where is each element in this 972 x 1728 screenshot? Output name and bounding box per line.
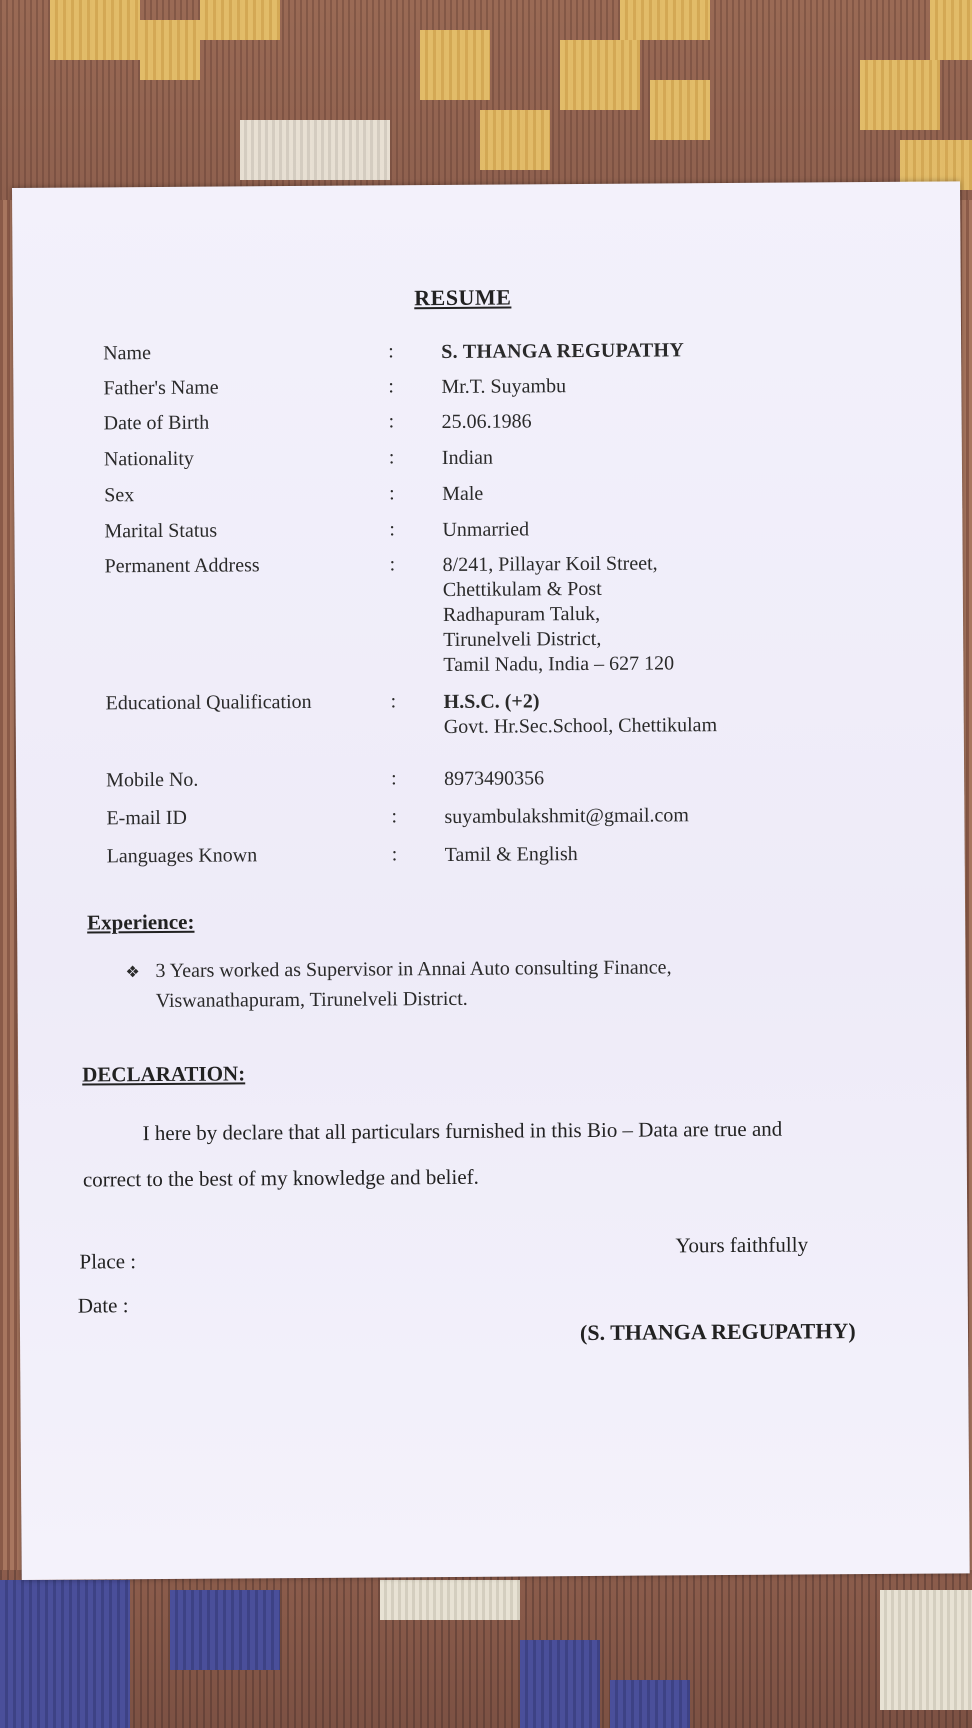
field-value: Unmarried (442, 518, 530, 542)
declaration-heading: DECLARATION: (82, 1061, 246, 1087)
field-colon: : (389, 482, 395, 505)
education-school: Govt. Hr.Sec.School, Chettikulam (443, 714, 718, 738)
place-label: Place : (79, 1249, 137, 1274)
field-label: Languages Known (106, 844, 258, 868)
declaration-text (82, 1105, 883, 1203)
education-block (444, 688, 718, 740)
field-label: E-mail ID (106, 806, 188, 830)
field-colon: : (388, 375, 395, 398)
cloth-pattern-tile (50, 0, 140, 60)
address-line: Tamil Nadu, India – 627 120 (443, 652, 675, 677)
cloth-pattern-tile (200, 0, 280, 40)
field-fathers-name (13, 371, 961, 400)
field-label: Educational Qualification (105, 690, 312, 715)
field-value: 25.06.1986 (441, 410, 532, 434)
field-colon: : (391, 767, 397, 790)
field-value: Tamil & English (444, 843, 578, 866)
field-value: S. THANGA REGUPATHY (441, 339, 685, 364)
field-sex (14, 478, 962, 507)
education-level: H.S.C. (+2) (443, 690, 540, 713)
cloth-pattern-tile (140, 20, 200, 80)
experience-line: Viswanathapuram, Tirunelveli District. (155, 987, 468, 1013)
field-educational-qualification (16, 686, 964, 738)
field-value: Male (442, 482, 484, 506)
experience-heading: Experience: (87, 909, 195, 935)
field-label: Marital Status (104, 519, 218, 543)
cloth-pattern-tile (480, 110, 550, 170)
field-colon: : (391, 805, 398, 828)
cloth-pattern-tile (0, 1580, 130, 1728)
field-label: Date of Birth (103, 411, 210, 435)
field-colon: : (388, 446, 395, 469)
date-label: Date : (77, 1293, 129, 1318)
address-block (443, 551, 675, 678)
cloth-pattern-tile (380, 1580, 520, 1620)
cloth-pattern-tile (650, 80, 710, 140)
field-mobile (16, 763, 964, 792)
bullet-icon: ❖ (125, 964, 140, 982)
field-label: Name (103, 342, 151, 365)
cloth-pattern-tile (860, 60, 940, 130)
field-date-of-birth (14, 406, 962, 435)
field-colon: : (389, 553, 396, 576)
cloth-pattern-tile (880, 1590, 972, 1710)
field-value: Mr.T. Suyambu (441, 375, 567, 399)
experience-line: 3 Years worked as Supervisor in Annai Auto consulting Finance, (155, 956, 672, 983)
declaration-line: correct to the best of my knowledge and belief. (82, 1164, 479, 1192)
field-label: Nationality (103, 447, 194, 471)
field-colon: : (389, 518, 396, 541)
field-label: Father's Name (103, 376, 219, 400)
address-line: Tirunelveli District, (443, 627, 602, 652)
field-label: Sex (104, 484, 135, 507)
resume-paper (12, 181, 970, 1580)
field-value: 8973490356 (444, 767, 545, 790)
cloth-pattern-tile (610, 1680, 690, 1728)
field-email (16, 801, 964, 830)
declaration-line: I here by declare that all particulars furnished in this Bio – Data are true and (142, 1116, 783, 1146)
cloth-pattern-tile (560, 40, 640, 110)
field-label: Permanent Address (104, 554, 260, 578)
field-label: Mobile No. (106, 768, 199, 792)
field-permanent-address (15, 549, 963, 677)
field-colon: : (390, 690, 397, 713)
signature-name: (S. THANGA REGUPATHY) (579, 1318, 856, 1346)
field-name (13, 336, 961, 365)
address-line: Radhapuram Taluk, (442, 602, 601, 627)
field-languages (17, 839, 965, 868)
field-nationality (14, 442, 962, 471)
field-value: Indian (441, 446, 494, 470)
address-line: 8/241, Pillayar Koil Street, (442, 552, 658, 577)
cloth-pattern-tile (620, 0, 710, 40)
cloth-pattern-tile (170, 1590, 280, 1670)
resume-title: RESUME (414, 284, 512, 311)
cloth-pattern-tile (420, 30, 490, 100)
experience-item (125, 952, 885, 1015)
cloth-pattern-tile (240, 120, 390, 180)
yours-faithfully: Yours faithfully (675, 1232, 809, 1258)
field-marital-status (14, 514, 962, 543)
field-value: suyambulakshmit@gmail.com (444, 804, 689, 828)
address-line: Chettikulam & Post (442, 577, 602, 602)
cloth-pattern-tile (520, 1640, 600, 1728)
cloth-pattern-tile (930, 0, 972, 60)
field-colon: : (388, 340, 394, 363)
field-colon: : (391, 843, 398, 866)
field-colon: : (388, 410, 395, 433)
